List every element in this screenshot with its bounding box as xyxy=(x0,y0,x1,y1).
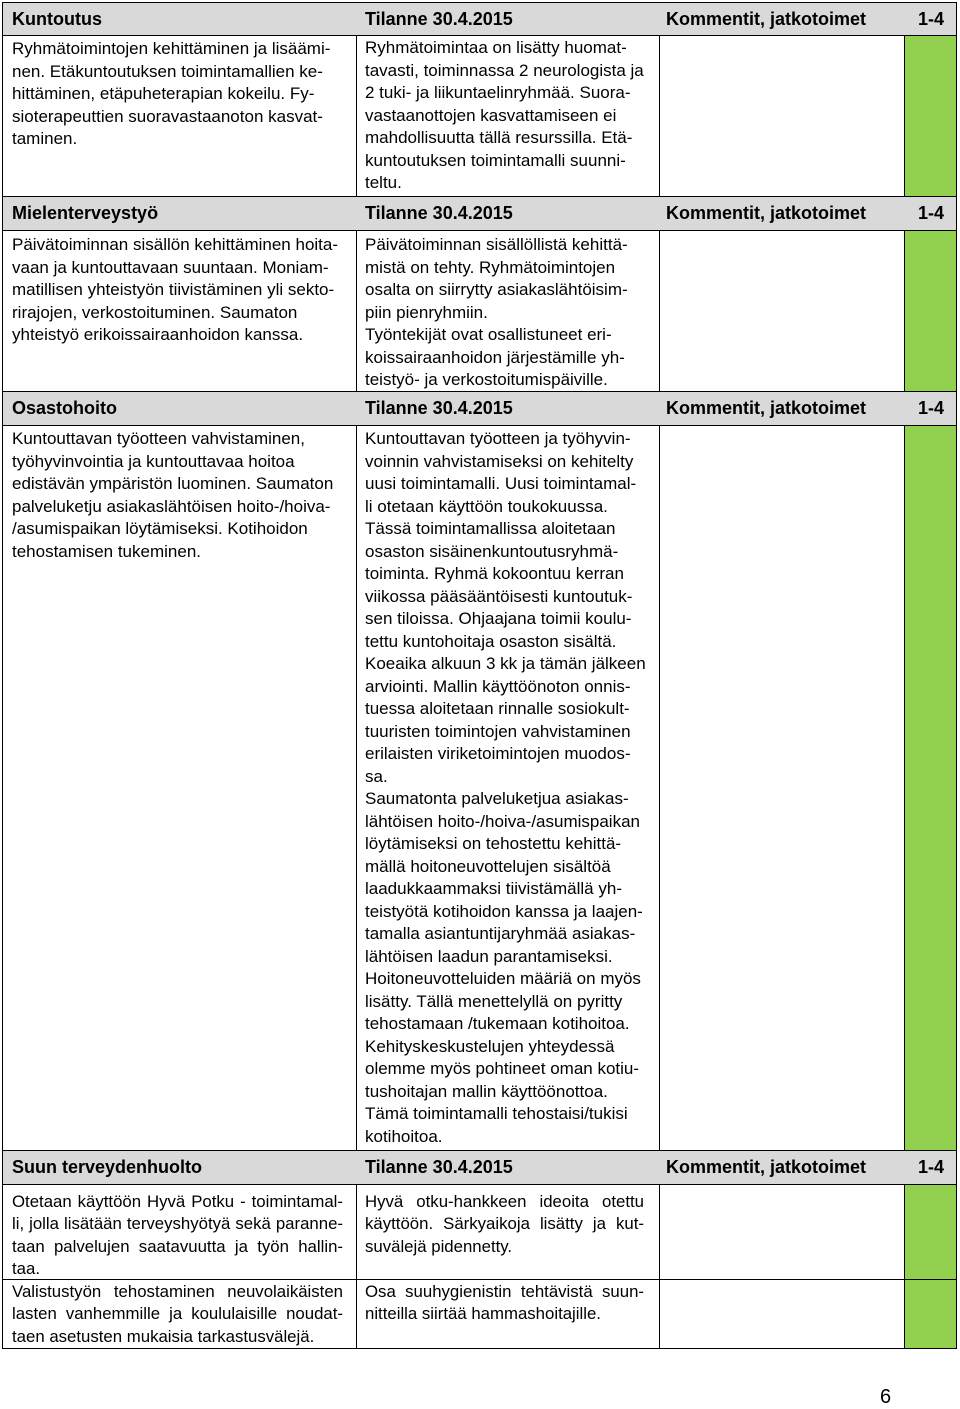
text-line: koissairaanhoidon järjestämille yh- xyxy=(365,347,625,367)
text-line: sen tiloissa. Ohjaajana toimii koulu- xyxy=(365,609,632,628)
text-line: Työntekijät ovat osallistuneet eri- xyxy=(365,325,612,344)
text-line: sa. xyxy=(365,766,388,786)
text-line: teltu. xyxy=(365,173,402,192)
rating-heading: 1-4 xyxy=(918,398,945,418)
text-line: osaston sisäinenkuntoutusryhmä- xyxy=(365,541,619,561)
text-line: suvälejä pidennetty. xyxy=(365,1236,513,1256)
goal-cell xyxy=(3,36,357,196)
text-line: Tämä toimintamalli tehostaisi/tukisi xyxy=(365,1104,628,1123)
text-line: nen. Etäkuntoutuksen toimintamallien ke- xyxy=(12,61,323,81)
text-line: Tässä toimintamallissa aloitetaan xyxy=(365,519,616,538)
text-line: osalta on siirrytty asiakaslähtöisim- xyxy=(365,280,628,299)
goal-cell xyxy=(3,426,357,1150)
goal-cell xyxy=(3,231,357,391)
text-line: työhyvinvointia ja kuntouttavaa hoitoa xyxy=(12,451,295,471)
status-cell xyxy=(357,231,660,391)
text-line: teistyö- ja verkostoitumispäiville. xyxy=(365,370,608,389)
text-line: tuuristen toimintojen vahvistaminen xyxy=(365,721,631,741)
text-line: teistyötä kotihoidon kanssa ja laajen- xyxy=(365,901,643,921)
text-line: taen asetusten mukaisia tarkastusvälejä. xyxy=(12,1326,315,1346)
section-title: Kuntoutus xyxy=(12,9,102,29)
text-line: kotihoitoa. xyxy=(365,1126,443,1146)
comments-cell xyxy=(660,1185,905,1279)
text-line: Kuntouttavan työotteen ja työhyvin- xyxy=(365,429,631,448)
text-line: li otetaan käyttöön toukokuussa. xyxy=(365,496,608,516)
comments-heading: Kommentit, jatkotoimet xyxy=(666,1157,867,1177)
section-title: Suun terveydenhuolto xyxy=(12,1157,203,1177)
comments-cell xyxy=(660,1280,905,1348)
text-line: erilaisten viriketoimintojen muodos- xyxy=(365,744,631,763)
text-line: rirajojen, verkostoituminen. Saumaton xyxy=(12,302,298,322)
comments-cell xyxy=(660,426,905,1150)
text-line: taminen. xyxy=(12,129,78,148)
section-header-osastohoito xyxy=(2,392,957,426)
rating-cell xyxy=(905,426,956,1150)
text-line: Kehityskeskustelujen yhteydessä xyxy=(365,1036,615,1056)
goal-cell xyxy=(3,1280,357,1348)
status-heading: Tilanne 30.4.2015 xyxy=(365,9,513,29)
text-line: tushoitajan mallin käyttöönottoa. xyxy=(365,1081,608,1101)
text-line: voinnin vahvistamiseksi on kehitelty xyxy=(365,451,634,471)
text-line: vastaanottojen kasvattamiseen ei xyxy=(365,105,617,125)
rating-cell xyxy=(905,36,956,196)
table-row xyxy=(2,36,957,197)
section-header-kuntoutus xyxy=(2,2,957,36)
text-line: nitteilla siirtää hammashoitajille. xyxy=(365,1304,601,1324)
status-cell xyxy=(357,1280,660,1348)
text-line: Ryhmätoimintaa on lisätty huomat- xyxy=(365,38,627,57)
text-line: mahdollisuutta tällä resurssilla. Etä- xyxy=(365,128,633,147)
text-line: Otetaan käyttöön Hyvä Potku - toimintamal- xyxy=(12,1192,343,1211)
text-line: Saumatonta palveluketjua asiakas- xyxy=(365,789,629,808)
text-line: tehostamaan /tukemaan kotihoitoa. xyxy=(365,1014,630,1033)
text-line: kuntoutuksen toimintamalli suunni- xyxy=(365,150,626,170)
text-line: tettu kuntohoitaja osaston sisältä. xyxy=(365,631,617,651)
text-line: tehostamisen tukeminen. xyxy=(12,541,201,561)
text-line: yhteistyö erikoissairaanhoidon kanssa. xyxy=(12,325,304,344)
comments-cell xyxy=(660,231,905,391)
comments-heading: Kommentit, jatkotoimet xyxy=(666,398,867,418)
text-line: 2 tuki- ja liikuntaelinryhmää. Suora- xyxy=(365,83,631,102)
text-line: viikossa pääsääntöisesti kuntoutuk- xyxy=(365,586,633,606)
text-line: mistä on tehty. Ryhmätoimintojen xyxy=(365,257,616,277)
text-line: arviointi. Mallin käyttöönoton onnis- xyxy=(365,676,631,696)
text-line: olemme myös pohtineet oman kotiu- xyxy=(365,1059,640,1078)
text-line: taa. xyxy=(12,1259,40,1279)
status-cell xyxy=(357,36,660,196)
page-number: 6 xyxy=(880,1386,892,1408)
text-line: Päivätoiminnan sisällön kehittäminen hoita- xyxy=(12,235,339,254)
section-header-suun-terveydenhuolto xyxy=(2,1151,957,1185)
text-line: Hyvä otku-hankkeen ideoita otettu xyxy=(365,1192,644,1211)
text-line: Päivätoiminnan sisällöllistä kehittä- xyxy=(365,235,628,254)
comments-cell xyxy=(660,36,905,196)
comments-heading: Kommentit, jatkotoimet xyxy=(666,203,867,223)
text-line: li, jolla lisätään terveyshyötyä sekä paranne- xyxy=(12,1214,343,1234)
text-line: taan palvelujen saatavuutta ja työn hallin- xyxy=(12,1236,343,1256)
text-line: toiminta. Ryhmä kokoontuu kerran xyxy=(365,564,624,583)
status-cell xyxy=(357,1185,660,1279)
rating-cell xyxy=(905,1185,956,1279)
text-line: tuessa aloitetaan rinnalle sosiokult- xyxy=(365,699,630,718)
text-line: Ryhmätoimintojen kehittäminen ja lisäämi- xyxy=(12,39,331,58)
text-line: uusi toimintamalli. Uusi toimintamal- xyxy=(365,474,637,493)
comments-heading: Kommentit, jatkotoimet xyxy=(666,9,867,29)
text-line: löytämiseksi on tehostettu kehittä- xyxy=(365,834,622,853)
text-line: hittäminen, etäpuheterapian kokeilu. Fy- xyxy=(12,84,315,103)
rating-heading: 1-4 xyxy=(918,9,945,29)
text-line: /asumispaikan löytämiseksi. Kotihoidon xyxy=(12,519,308,538)
results-table xyxy=(2,2,957,1349)
rating-heading: 1-4 xyxy=(918,203,945,223)
table-row xyxy=(2,426,957,1151)
text-line: tamalla asiantuntijaryhmää asiakas- xyxy=(365,924,636,943)
text-line: laadukkaammaksi tiivistämällä yh- xyxy=(365,879,622,898)
text-line: piin pienryhmiin. xyxy=(365,302,488,322)
text-line: Koeaika alkuun 3 kk ja tämän jälkeen xyxy=(365,654,646,673)
table-row xyxy=(2,1185,957,1280)
section-header-mielenterveystyo xyxy=(2,197,957,231)
rating-cell xyxy=(905,1280,956,1348)
text-line: Osa suuhygienistin tehtävistä suun- xyxy=(365,1282,644,1301)
status-cell xyxy=(357,426,660,1150)
text-line: Kuntouttavan työotteen vahvistaminen, xyxy=(12,429,305,448)
rating-cell xyxy=(905,231,956,391)
text-line: käyttöön. Särkyaikoja lisätty ja kut- xyxy=(365,1214,644,1234)
text-line: lasten vanhemmille ja koululaisille noudat- xyxy=(12,1304,343,1324)
section-title: Osastohoito xyxy=(12,398,118,418)
status-heading: Tilanne 30.4.2015 xyxy=(365,1157,513,1177)
status-heading: Tilanne 30.4.2015 xyxy=(365,398,513,418)
text-line: palveluketju asiakaslähtöisen hoito-/hoiva- xyxy=(12,496,331,516)
text-line: lisätty. Tällä menettelyllä on pyritty xyxy=(365,991,623,1011)
text-line: edistävän ympäristön luominen. Saumaton xyxy=(12,474,334,493)
text-line: mällä hoitoneuvottelujen sisältöä xyxy=(365,856,611,876)
table-row xyxy=(2,1280,957,1349)
text-line: Valistustyön tehostaminen neuvolaikäisten xyxy=(12,1282,343,1301)
text-line: matillisen yhteistyön tiivistäminen yli sekto- xyxy=(12,280,335,299)
text-line: Hoitoneuvotteluiden määriä on myös xyxy=(365,969,641,988)
text-line: tavasti, toiminnassa 2 neurologista ja xyxy=(365,60,644,80)
text-line: sioterapeuttien suoravastaanoton kasvat- xyxy=(12,106,323,126)
rating-heading: 1-4 xyxy=(918,1157,945,1177)
text-line: lähtöisen laadun parantamiseksi. xyxy=(365,946,613,966)
goal-cell xyxy=(3,1185,357,1279)
text-line: lähtöisen hoito-/hoiva-/asumispaikan xyxy=(365,811,640,831)
section-title: Mielenterveystyö xyxy=(12,203,159,223)
table-row xyxy=(2,231,957,392)
text-line: vaan ja kuntouttavaan suuntaan. Moniam- xyxy=(12,257,329,277)
status-heading: Tilanne 30.4.2015 xyxy=(365,203,513,223)
